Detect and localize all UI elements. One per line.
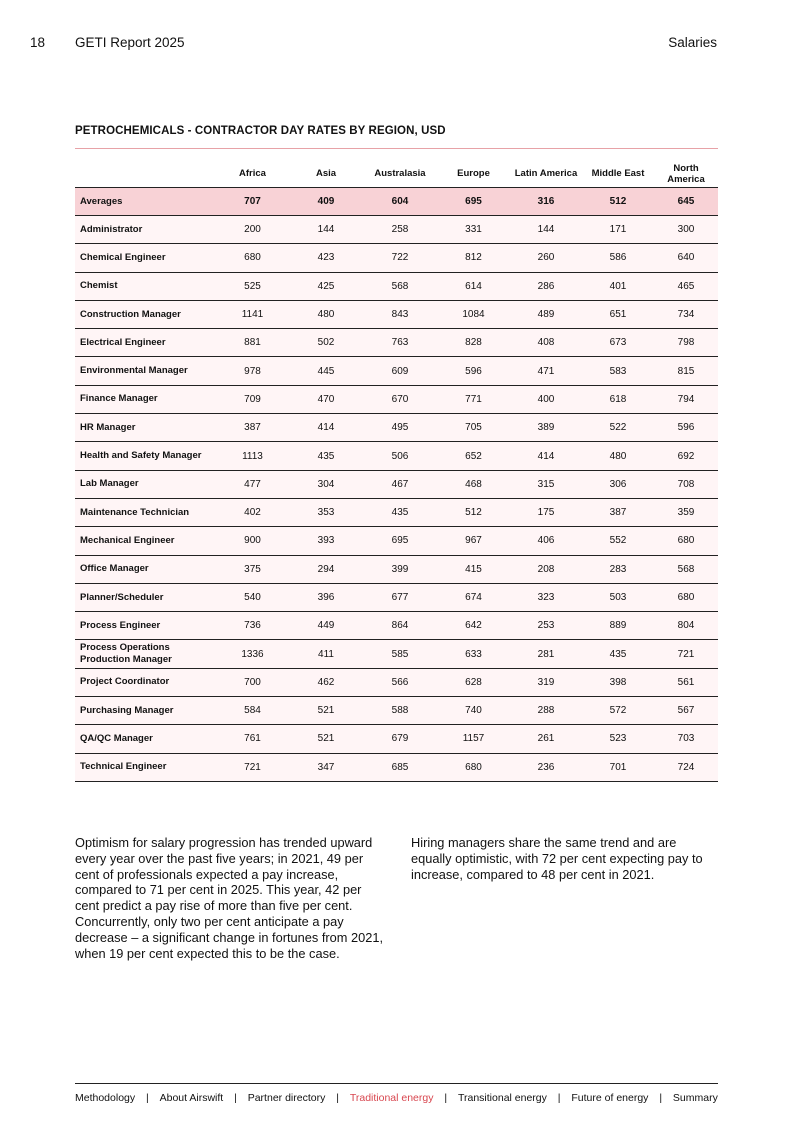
rate-cell: 583 [582,357,654,385]
column-header: Africa [216,160,289,188]
rate-cell: 375 [216,555,289,583]
rate-cell: 208 [510,555,582,583]
rate-cell: 522 [582,414,654,442]
rate-cell: 618 [582,385,654,413]
rate-cell: 708 [654,470,718,498]
rate-cell: 406 [510,527,582,555]
rate-cell: 144 [289,216,363,244]
rate-cell: 596 [437,357,510,385]
rate-cell: 300 [654,216,718,244]
rate-cell: 628 [437,668,510,696]
nav-link-transitional-energy[interactable]: Transitional energy [457,1092,547,1104]
rate-cell: 261 [510,725,582,753]
rate-cell: 798 [654,329,718,357]
rate-cell: 680 [216,244,289,272]
rate-cell: 347 [289,753,363,781]
rate-cell: 651 [582,300,654,328]
rate-cell: 1113 [216,442,289,470]
footer-navigation [75,1092,718,1104]
average-value: 512 [582,188,654,216]
row-label: Averages [75,188,216,216]
rate-cell: 701 [582,753,654,781]
rate-cell: 1336 [216,640,289,668]
table-row [75,329,718,357]
rate-cell: 978 [216,357,289,385]
column-header: Europe [437,160,510,188]
rate-cell: 736 [216,612,289,640]
rate-cell: 721 [654,640,718,668]
row-label: Office Manager [75,555,216,583]
rate-cell: 467 [363,470,437,498]
rate-cell: 804 [654,612,718,640]
rate-cell: 695 [363,527,437,555]
column-header-blank [75,160,216,188]
rate-cell: 609 [363,357,437,385]
rate-cell: 171 [582,216,654,244]
rate-cell: 306 [582,470,654,498]
rate-cell: 236 [510,753,582,781]
report-title: GETI Report 2025 [75,35,185,50]
row-label: Maintenance Technician [75,498,216,526]
rate-cell: 353 [289,498,363,526]
rate-cell: 359 [654,498,718,526]
rate-cell: 674 [437,583,510,611]
rate-cell: 471 [510,357,582,385]
nav-link-traditional-energy[interactable]: Traditional energy [349,1092,434,1104]
rate-cell: 561 [654,668,718,696]
rate-cell: 586 [582,244,654,272]
rate-cell: 670 [363,385,437,413]
column-header: Latin America [510,160,582,188]
rate-cell: 1157 [437,725,510,753]
rate-cell: 567 [654,697,718,725]
rate-cell: 315 [510,470,582,498]
row-label: Construction Manager [75,300,216,328]
table-title: PETROCHEMICALS - CONTRACTOR DAY RATES BY REGION, USD [75,125,446,137]
rate-cell: 584 [216,697,289,725]
nav-link-summary[interactable]: Summary [672,1092,718,1104]
row-label: Finance Manager [75,385,216,413]
section-name: Salaries [668,35,717,50]
row-label: Process Operations Production Manager [75,640,216,668]
rate-cell: 283 [582,555,654,583]
rate-cell: 387 [582,498,654,526]
rate-cell: 435 [363,498,437,526]
rate-cell: 614 [437,272,510,300]
rate-cell: 523 [582,725,654,753]
rate-cell: 506 [363,442,437,470]
rate-cell: 967 [437,527,510,555]
row-label: HR Manager [75,414,216,442]
rate-cell: 389 [510,414,582,442]
table-header-row [75,160,718,188]
rate-cell: 408 [510,329,582,357]
rate-cell: 521 [289,725,363,753]
rate-cell: 503 [582,583,654,611]
rate-cell: 260 [510,244,582,272]
nav-link-future-of-energy[interactable]: Future of energy [571,1092,649,1104]
rate-cell: 640 [654,244,718,272]
rate-cell: 740 [437,697,510,725]
rate-cell: 396 [289,583,363,611]
row-label: Mechanical Engineer [75,527,216,555]
nav-separator: | [557,1092,561,1104]
rate-cell: 435 [582,640,654,668]
nav-separator: | [146,1092,149,1104]
rate-cell: 815 [654,357,718,385]
rate-cell: 495 [363,414,437,442]
nav-link-partner-directory[interactable]: Partner directory [247,1092,326,1104]
rate-cell: 512 [437,498,510,526]
rate-cell: 843 [363,300,437,328]
table-row [75,216,718,244]
rate-cell: 652 [437,442,510,470]
average-value: 316 [510,188,582,216]
row-label: Project Coordinator [75,668,216,696]
rate-cell: 415 [437,555,510,583]
column-header: Asia [289,160,363,188]
row-label: Planner/Scheduler [75,583,216,611]
rate-cell: 761 [216,725,289,753]
rate-cell: 900 [216,527,289,555]
rate-cell: 489 [510,300,582,328]
rate-cell: 828 [437,329,510,357]
row-label: Purchasing Manager [75,697,216,725]
rate-cell: 552 [582,527,654,555]
rate-cell: 881 [216,329,289,357]
table-row [75,244,718,272]
rate-cell: 398 [582,668,654,696]
table-row [75,414,718,442]
row-label: QA/QC Manager [75,725,216,753]
rate-cell: 585 [363,640,437,668]
table-row [75,498,718,526]
rate-cell: 633 [437,640,510,668]
table-row [75,583,718,611]
average-value: 707 [216,188,289,216]
body-paragraph-left: Optimism for salary progression has trended upward every year over the past five years; in 2021, 49 per cent of professionals expected a pay increase, compared to 71 per cent in 2025. This year, 42 per cent predict a pay rise of more than five per cent. Concurrently, only two per cent anticipate a pay decrease – a significant change in fortunes from 2021, when 19 per cent expected this to be the case. [75,835,384,961]
rate-cell: 568 [654,555,718,583]
rate-cell: 673 [582,329,654,357]
rate-cell: 465 [654,272,718,300]
rate-cell: 470 [289,385,363,413]
row-label: Chemical Engineer [75,244,216,272]
rate-cell: 568 [363,272,437,300]
nav-separator: | [444,1092,448,1104]
rate-cell: 200 [216,216,289,244]
rate-cell: 705 [437,414,510,442]
rate-cell: 700 [216,668,289,696]
rate-cell: 323 [510,583,582,611]
rate-cell: 540 [216,583,289,611]
rate-cell: 462 [289,668,363,696]
rate-cell: 679 [363,725,437,753]
rate-cell: 449 [289,612,363,640]
table-body [75,188,718,782]
rate-cell: 144 [510,216,582,244]
nav-separator: | [336,1092,339,1104]
nav-link-about-airswift[interactable]: About Airswift [159,1092,224,1104]
rate-cell: 477 [216,470,289,498]
rate-cell: 1141 [216,300,289,328]
rate-cell: 642 [437,612,510,640]
rate-cell: 468 [437,470,510,498]
rate-cell: 680 [654,583,718,611]
rate-cell: 566 [363,668,437,696]
row-label: Health and Safety Manager [75,442,216,470]
table-row [75,555,718,583]
rate-cell: 288 [510,697,582,725]
rate-cell: 414 [289,414,363,442]
rate-cell: 435 [289,442,363,470]
table-row [75,697,718,725]
rate-cell: 393 [289,527,363,555]
footer-divider [75,1083,718,1084]
row-label: Chemist [75,272,216,300]
body-paragraph-right: Hiring managers share the same trend and are equally optimistic, with 72 per cent expecting pay to increase, compared to 48 per cent in 2021. [411,835,703,882]
rate-cell: 480 [582,442,654,470]
rate-cell: 692 [654,442,718,470]
table-row [75,385,718,413]
row-label: Lab Manager [75,470,216,498]
rate-cell: 794 [654,385,718,413]
table-row [75,668,718,696]
rate-cell: 253 [510,612,582,640]
page-number: 18 [30,35,46,50]
table-row [75,357,718,385]
rate-cell: 304 [289,470,363,498]
rate-cell: 864 [363,612,437,640]
table-row [75,527,718,555]
rate-cell: 400 [510,385,582,413]
rate-cell: 414 [510,442,582,470]
rate-cell: 286 [510,272,582,300]
rate-cell: 721 [216,753,289,781]
title-divider [75,148,718,149]
column-header: Australasia [363,160,437,188]
rate-cell: 889 [582,612,654,640]
table-row [75,470,718,498]
rate-cell: 399 [363,555,437,583]
table-row [75,272,718,300]
rate-cell: 281 [510,640,582,668]
rate-cell: 722 [363,244,437,272]
table-row [75,753,718,781]
rate-cell: 703 [654,725,718,753]
rate-cell: 677 [363,583,437,611]
rate-cell: 175 [510,498,582,526]
rate-cell: 401 [582,272,654,300]
column-header: Middle East [582,160,654,188]
rate-cell: 331 [437,216,510,244]
average-value: 604 [363,188,437,216]
rate-cell: 294 [289,555,363,583]
rate-cell: 387 [216,414,289,442]
rate-cell: 258 [363,216,437,244]
row-label: Process Engineer [75,612,216,640]
rate-cell: 596 [654,414,718,442]
averages-row [75,188,718,216]
rate-cell: 709 [216,385,289,413]
rate-cell: 685 [363,753,437,781]
rate-cell: 521 [289,697,363,725]
nav-separator: | [234,1092,237,1104]
rate-cell: 1084 [437,300,510,328]
rate-cell: 771 [437,385,510,413]
rate-cell: 423 [289,244,363,272]
rate-cell: 502 [289,329,363,357]
day-rates-table [75,160,718,782]
rate-cell: 411 [289,640,363,668]
row-label: Environmental Manager [75,357,216,385]
rate-cell: 734 [654,300,718,328]
table-row [75,725,718,753]
rate-cell: 812 [437,244,510,272]
rate-cell: 445 [289,357,363,385]
rate-cell: 680 [654,527,718,555]
nav-separator: | [659,1092,663,1104]
table-row [75,612,718,640]
row-label: Technical Engineer [75,753,216,781]
average-value: 645 [654,188,718,216]
rate-cell: 525 [216,272,289,300]
rate-cell: 480 [289,300,363,328]
table-row [75,300,718,328]
rate-cell: 724 [654,753,718,781]
rate-cell: 588 [363,697,437,725]
average-value: 695 [437,188,510,216]
row-label: Administrator [75,216,216,244]
table-row [75,640,718,668]
rate-cell: 680 [437,753,510,781]
column-header: North America [654,160,718,188]
nav-link-methodology[interactable]: Methodology [75,1092,136,1104]
average-value: 409 [289,188,363,216]
rate-cell: 425 [289,272,363,300]
rate-cell: 763 [363,329,437,357]
table-row [75,442,718,470]
row-label: Electrical Engineer [75,329,216,357]
rate-cell: 402 [216,498,289,526]
rate-cell: 572 [582,697,654,725]
rate-cell: 319 [510,668,582,696]
